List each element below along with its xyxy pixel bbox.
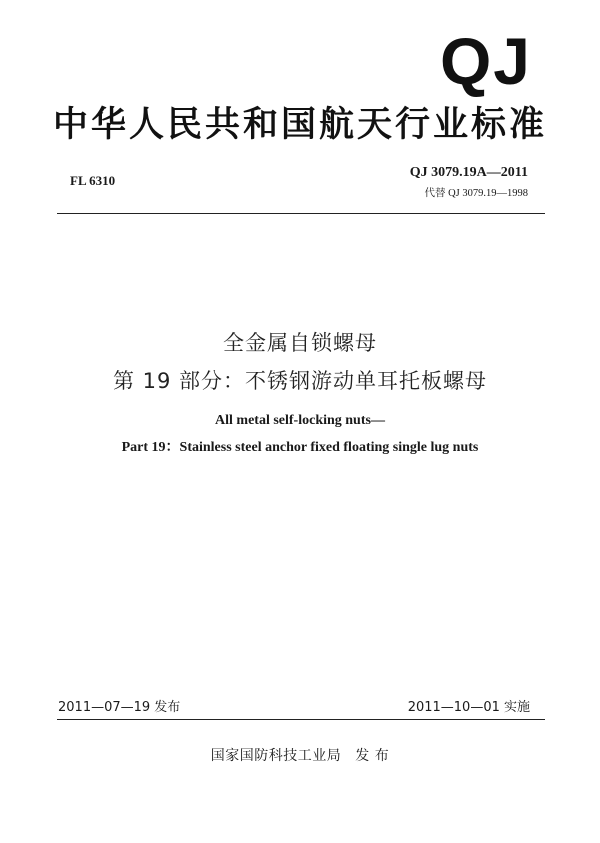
replaces-note: 代替 QJ 3079.19—1998 bbox=[424, 188, 528, 199]
issuer-name: 国家国防科技工业局 bbox=[210, 748, 342, 764]
document-title-cn-line1: 全金属自锁螺母 bbox=[223, 331, 377, 355]
standard-number: QJ 3079.19A—2011 bbox=[409, 165, 528, 180]
bottom-divider bbox=[57, 719, 545, 720]
document-title-en-line2: Part 19：Stainless steel anchor fixed floating single lug nuts bbox=[121, 440, 479, 455]
issuer-line bbox=[0, 745, 600, 765]
document-title-en-line1: All metal self-locking nuts— bbox=[215, 413, 385, 428]
implementation-date: 2011—10—01 实施 bbox=[407, 700, 530, 715]
standard-category-title: 中华人民共和国航天行业标准 bbox=[52, 105, 547, 145]
top-divider bbox=[57, 213, 545, 214]
issue-date: 2011—07—19 发布 bbox=[58, 700, 181, 715]
standard-logo: QJ bbox=[439, 24, 532, 98]
document-title-cn-line2: 第 19 部分：不锈钢游动单耳托板螺母 bbox=[112, 369, 488, 393]
issuer-action: 发 布 bbox=[355, 748, 390, 764]
classification-code: FL 6310 bbox=[70, 173, 116, 188]
